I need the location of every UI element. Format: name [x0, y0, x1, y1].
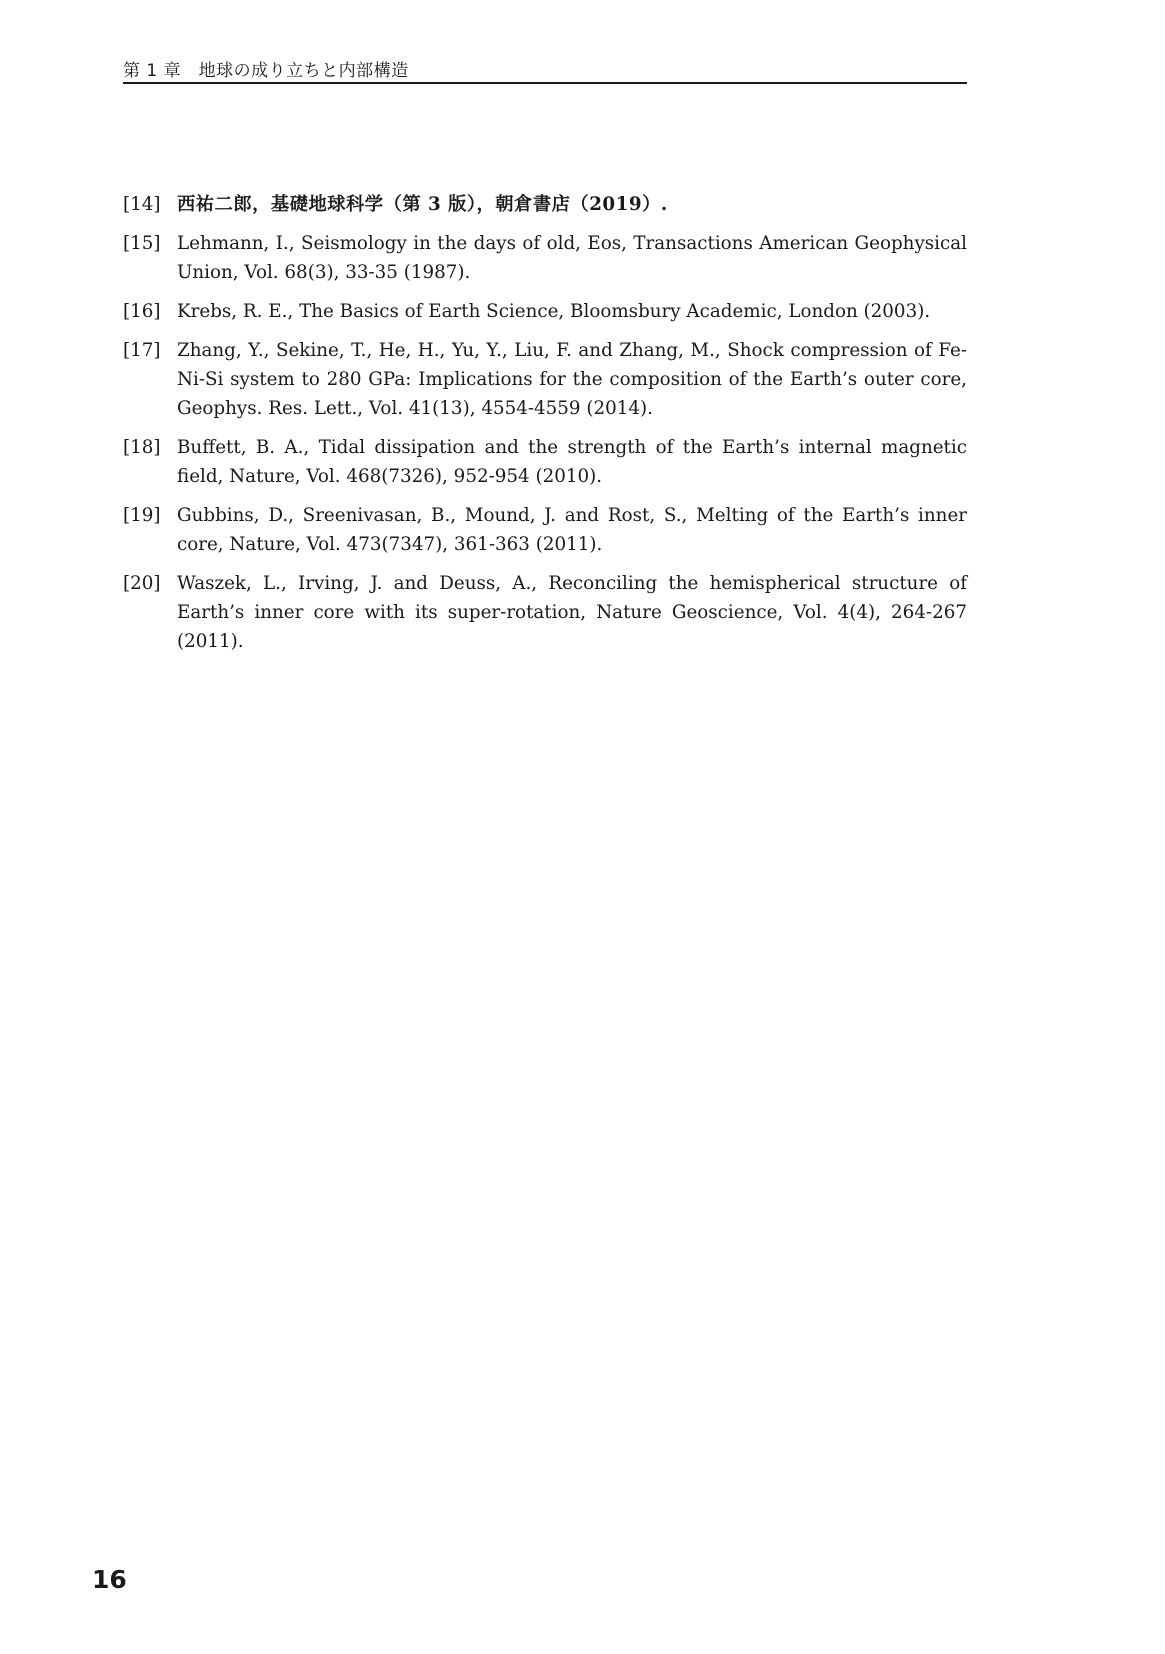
reference-number: [14]: [123, 194, 161, 215]
reference-item: [123, 336, 967, 423]
reference-number: [18]: [123, 437, 161, 458]
reference-text: Lehmann, I., Seismology in the days of old, Eos, Transactions American Geophysical Union, Vol. 68(3), 33-35 (1987).: [177, 233, 967, 283]
reference-text: 西祐二郎，基礎地球科学（第 3 版），朝倉書店（2019）.: [177, 194, 668, 215]
reference-number: [15]: [123, 233, 161, 254]
reference-list: [123, 190, 967, 666]
page-number: 16: [92, 1565, 127, 1594]
reference-text: Waszek, L., Irving, J. and Deuss, A., Reconciling the hemispherical structure of Earth’s inner core with its super-rotation, Nature Geoscience, Vol. 4(4), 264-267 (2011).: [177, 573, 967, 652]
running-header: [123, 54, 967, 84]
reference-number: [20]: [123, 573, 161, 594]
reference-item: [123, 229, 967, 287]
reference-text: Krebs, R. E., The Basics of Earth Science, Bloomsbury Academic, London (2003).: [177, 301, 931, 322]
reference-number: [16]: [123, 301, 161, 322]
reference-item: [123, 569, 967, 656]
reference-number: [19]: [123, 505, 161, 526]
reference-text: Gubbins, D., Sreenivasan, B., Mound, J. and Rost, S., Melting of the Earth’s inner core, Nature, Vol. 473(7347), 361-363 (2011).: [177, 505, 967, 555]
reference-item: [123, 501, 967, 559]
reference-item: [123, 433, 967, 491]
reference-item: [123, 297, 967, 326]
reference-text: Buffett, B. A., Tidal dissipation and the strength of the Earth’s internal magnetic field, Nature, Vol. 468(7326), 952-954 (2010).: [177, 437, 967, 487]
reference-number: [17]: [123, 340, 161, 361]
chapter-title: 第 1 章 地球の成り立ちと内部構造: [123, 61, 409, 81]
reference-item: [123, 190, 967, 219]
reference-text: Zhang, Y., Sekine, T., He, H., Yu, Y., Liu, F. and Zhang, M., Shock compression of Fe-Ni-Si system to 280 GPa: Implications for the composition of the Earth’s outer core, Geophys. Res. Lett., Vol. 41(13), 4554-4559 (2014).: [177, 340, 967, 419]
